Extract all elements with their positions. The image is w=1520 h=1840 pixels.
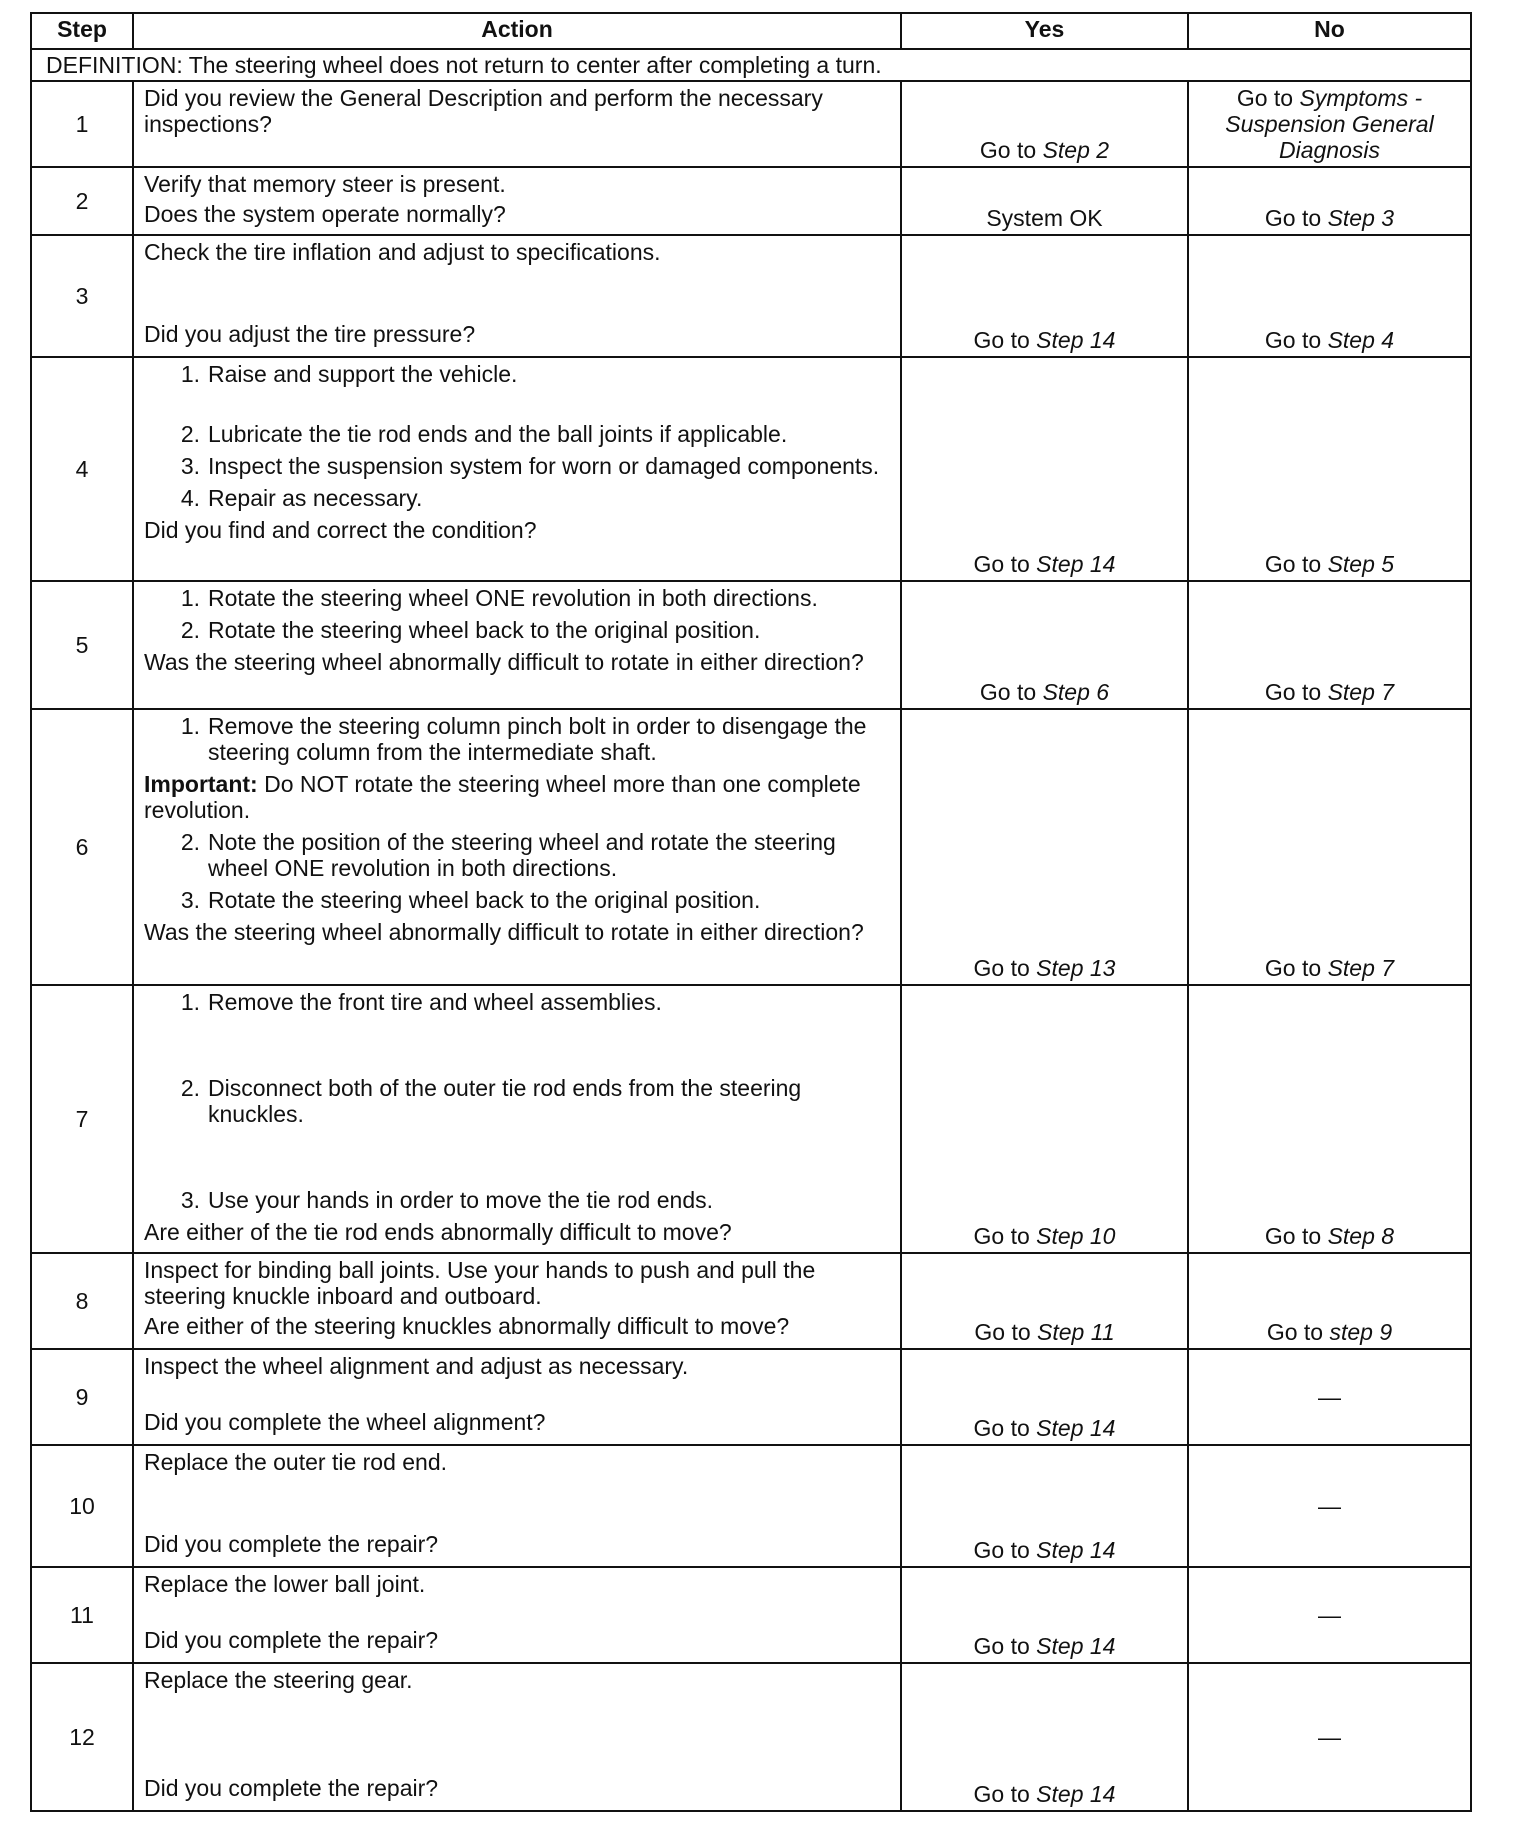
list-item	[144, 617, 890, 643]
header-row	[31, 13, 1471, 49]
item-text: Rotate the steering wheel back to the original position.	[208, 887, 761, 913]
action-question: Was the steering wheel abnormally difficult to rotate in either direction?	[144, 919, 864, 945]
action-instruction: Inspect the wheel alignment and adjust as necessary.	[144, 1353, 689, 1379]
yes-cell	[901, 1349, 1188, 1445]
table-row	[31, 1445, 1471, 1567]
list-item	[144, 1187, 890, 1213]
table-row	[31, 167, 1471, 235]
definition-row	[31, 49, 1471, 81]
step-number: 8	[31, 1253, 133, 1349]
item-text: Inspect the suspension system for worn or damaged components.	[208, 453, 880, 479]
table-row	[31, 1253, 1471, 1349]
no-prefix: Go to	[1264, 955, 1328, 981]
item-number: 3.	[180, 453, 200, 479]
item-number: 1.	[180, 361, 200, 387]
item-number: 1.	[180, 585, 200, 611]
action-question: Are either of the tie rod ends abnormally difficult to move?	[144, 1219, 732, 1245]
action-question: Did you complete the repair?	[144, 1627, 439, 1653]
no-cell-dash: —	[1188, 1349, 1471, 1445]
no-cell-dash: —	[1188, 1567, 1471, 1663]
step-number: 12	[31, 1663, 133, 1811]
definition-text: DEFINITION: The steering wheel does not return to center after completing a turn.	[31, 49, 1471, 81]
no-prefix: Go to	[1264, 205, 1328, 231]
step-number: 4	[31, 357, 133, 581]
list-item	[144, 453, 890, 479]
important-note	[144, 771, 890, 823]
item-number: 1.	[180, 989, 200, 1015]
no-prefix: Go to	[1264, 1223, 1328, 1249]
item-number: 3.	[180, 887, 200, 913]
action-cell	[133, 167, 901, 235]
action-cell	[133, 709, 901, 985]
step-number: 11	[31, 1567, 133, 1663]
item-number: 2.	[180, 829, 200, 855]
action-list	[144, 713, 890, 765]
item-text: Disconnect both of the outer tie rod ends from the steering knuckles.	[208, 1075, 802, 1127]
action-instruction: Replace the lower ball joint.	[144, 1571, 426, 1597]
list-item	[144, 887, 890, 913]
action-cell	[133, 1253, 901, 1349]
list-item	[144, 989, 890, 1015]
item-number: 2.	[180, 1075, 200, 1101]
action-cell	[133, 235, 901, 357]
diagnostic-table	[30, 12, 1472, 1812]
no-step-link[interactable]: Step 7	[1327, 679, 1395, 705]
yes-step-link[interactable]: Step 14	[1036, 1415, 1116, 1441]
table-row	[31, 1349, 1471, 1445]
item-text: Lubricate the tie rod ends and the ball joints if applicable.	[208, 421, 788, 447]
step-number: 1	[31, 81, 133, 167]
header-action: Action	[133, 13, 901, 49]
step-number: 9	[31, 1349, 133, 1445]
yes-cell	[901, 581, 1188, 709]
list-item	[144, 485, 890, 511]
item-text: Note the position of the steering wheel and rotate the steering wheel ONE revolution in both directions.	[208, 829, 836, 881]
item-number: 4.	[180, 485, 200, 511]
yes-prefix: Go to	[973, 1415, 1037, 1441]
list-item	[144, 585, 890, 611]
step-number: 6	[31, 709, 133, 985]
no-step-link[interactable]: Step 5	[1327, 551, 1395, 577]
list-item	[144, 421, 890, 447]
action-question: Did you review the General Description and perform the necessary inspections?	[144, 85, 823, 137]
no-symptoms-link[interactable]: Symptoms - Suspension General Diagnosis	[1225, 85, 1434, 163]
yes-step-link[interactable]: Step 14	[1036, 1633, 1116, 1659]
no-prefix: Go to	[1266, 1319, 1330, 1345]
action-instruction: Check the tire inflation and adjust to specifications.	[144, 239, 661, 265]
yes-cell	[901, 357, 1188, 581]
no-cell	[1188, 235, 1471, 357]
important-text: Do NOT rotate the steering wheel more than one complete revolution.	[144, 771, 861, 823]
action-question: Did you adjust the tire pressure?	[144, 321, 476, 347]
header-no: No	[1188, 13, 1471, 49]
no-cell	[1188, 81, 1471, 167]
action-cell	[133, 1349, 901, 1445]
action-question: Are either of the steering knuckles abnormally difficult to move?	[144, 1313, 790, 1339]
no-cell-dash: —	[1188, 1445, 1471, 1567]
item-text: Repair as necessary.	[208, 485, 423, 511]
important-label: Important:	[144, 771, 258, 797]
action-cell	[133, 1663, 901, 1811]
no-step-link[interactable]: step 9	[1329, 1319, 1393, 1345]
action-cell	[133, 1567, 901, 1663]
step-number: 3	[31, 235, 133, 357]
yes-step-link[interactable]: Step 10	[1036, 1223, 1116, 1249]
yes-step-link[interactable]: Step 14	[1036, 551, 1116, 577]
list-item	[144, 829, 890, 881]
yes-step-link[interactable]: Step 14	[1036, 1537, 1116, 1563]
no-step-link[interactable]: Step 7	[1327, 955, 1395, 981]
yes-cell	[901, 709, 1188, 985]
no-cell	[1188, 985, 1471, 1253]
yes-prefix: Go to	[973, 1633, 1037, 1659]
action-cell	[133, 357, 901, 581]
yes-step-link[interactable]: Step 11	[1037, 1319, 1115, 1345]
action-question: Did you find and correct the condition?	[144, 517, 537, 543]
action-question: Was the steering wheel abnormally difficult to rotate in either direction?	[144, 649, 864, 675]
list-item	[144, 713, 890, 765]
yes-step-link[interactable]: Step 14	[1036, 1781, 1116, 1807]
item-text: Remove the steering column pinch bolt in order to disengage the steering column from the intermediate shaft.	[208, 713, 867, 765]
step-number: 7	[31, 985, 133, 1253]
action-instruction: Replace the steering gear.	[144, 1667, 413, 1693]
yes-cell	[901, 1663, 1188, 1811]
table-row	[31, 581, 1471, 709]
header-yes: Yes	[901, 13, 1188, 49]
action-cell	[133, 985, 901, 1253]
yes-prefix: Go to	[979, 137, 1043, 163]
item-text: Raise and support the vehicle.	[208, 361, 518, 387]
yes-prefix: Go to	[973, 551, 1037, 577]
item-text: Remove the front tire and wheel assemblies.	[208, 989, 662, 1015]
table-row	[31, 357, 1471, 581]
yes-prefix: Go to	[979, 679, 1043, 705]
no-cell-dash: —	[1188, 1663, 1471, 1811]
no-step-link[interactable]: Step 4	[1327, 327, 1395, 353]
item-text: Rotate the steering wheel ONE revolution in both directions.	[208, 585, 818, 611]
table-row	[31, 709, 1471, 985]
yes-step-link[interactable]: Step 14	[1036, 327, 1116, 353]
yes-cell: System OK	[901, 167, 1188, 235]
item-number: 3.	[180, 1187, 200, 1213]
table-row	[31, 1567, 1471, 1663]
yes-step-link[interactable]: Step 6	[1042, 679, 1110, 705]
action-question: Did you complete the repair?	[144, 1531, 439, 1557]
no-cell	[1188, 1253, 1471, 1349]
step-number: 10	[31, 1445, 133, 1567]
no-cell	[1188, 709, 1471, 985]
yes-prefix: Go to	[973, 1223, 1037, 1249]
yes-prefix: Go to	[973, 955, 1037, 981]
item-number: 2.	[180, 421, 200, 447]
item-number: 1.	[180, 713, 200, 739]
action-question: Did you complete the repair?	[144, 1775, 439, 1801]
action-list	[144, 829, 890, 913]
item-number: 2.	[180, 617, 200, 643]
item-text: Rotate the steering wheel back to the original position.	[208, 617, 761, 643]
yes-step-link[interactable]: Step 13	[1036, 955, 1116, 981]
step-number: 2	[31, 167, 133, 235]
table-row	[31, 1663, 1471, 1811]
no-step-link[interactable]: Step 3	[1327, 205, 1395, 231]
yes-prefix: Go to	[973, 1781, 1037, 1807]
header-step: Step	[31, 13, 133, 49]
yes-cell	[901, 985, 1188, 1253]
table-row	[31, 985, 1471, 1253]
action-list	[144, 989, 890, 1213]
list-item	[144, 361, 890, 387]
action-question: Does the system operate normally?	[144, 201, 506, 227]
yes-cell	[901, 1567, 1188, 1663]
action-instruction: Verify that memory steer is present.	[144, 171, 506, 197]
yes-prefix: Go to	[973, 327, 1037, 353]
no-cell	[1188, 581, 1471, 709]
item-text: Use your hands in order to move the tie rod ends.	[208, 1187, 714, 1213]
yes-cell	[901, 1445, 1188, 1567]
action-cell	[133, 81, 901, 167]
action-instruction: Replace the outer tie rod end.	[144, 1449, 448, 1475]
action-instruction: Inspect for binding ball joints. Use your hands to push and pull the steering knuckle inboard and outboard.	[144, 1257, 816, 1309]
no-cell	[1188, 357, 1471, 581]
no-step-link[interactable]: Step 8	[1327, 1223, 1395, 1249]
yes-prefix: Go to	[974, 1319, 1038, 1345]
yes-cell	[901, 235, 1188, 357]
action-list	[144, 361, 890, 511]
action-list	[144, 585, 890, 643]
yes-prefix: Go to	[973, 1537, 1037, 1563]
yes-step-link[interactable]: Step 2	[1042, 137, 1110, 163]
step-number: 5	[31, 581, 133, 709]
diagnostic-table-sheet	[30, 12, 1470, 1812]
action-question: Did you complete the wheel alignment?	[144, 1409, 546, 1435]
no-prefix: Go to	[1264, 679, 1328, 705]
list-item	[144, 1075, 890, 1127]
yes-cell	[901, 1253, 1188, 1349]
table-row	[31, 81, 1471, 167]
action-cell	[133, 1445, 901, 1567]
yes-cell	[901, 81, 1188, 167]
action-cell	[133, 581, 901, 709]
no-cell	[1188, 167, 1471, 235]
table-row	[31, 235, 1471, 357]
no-prefix: Go to	[1264, 327, 1328, 353]
no-prefix: Go to	[1264, 551, 1328, 577]
no-prefix: Go to	[1236, 85, 1300, 111]
